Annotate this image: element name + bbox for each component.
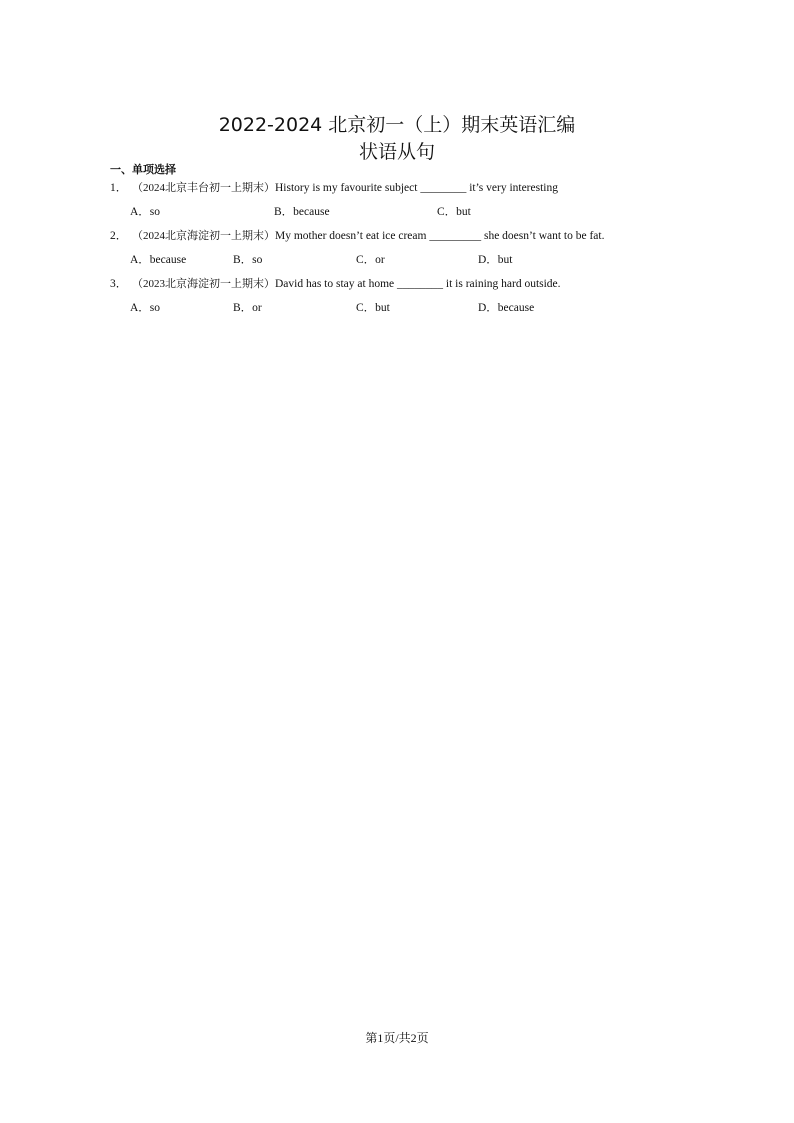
section-heading: 一、单项选择 <box>110 163 176 176</box>
question-3-option-b: B．or <box>233 302 262 314</box>
document-subtitle: 状语从句 <box>358 141 435 163</box>
question-1-option-a: A．so <box>130 206 161 218</box>
document-title: 2022-2024 北京初一（上）期末英语汇编 <box>218 114 576 136</box>
question-source: （2023北京海淀初一上期末） <box>132 278 275 290</box>
question-1-option-c: C．but <box>437 206 471 218</box>
question-3-option-a: A．so <box>130 302 161 314</box>
question-2-option-a: A．because <box>130 254 187 266</box>
page-footer: 第1页/共2页 <box>365 1031 429 1045</box>
question-1 <box>110 179 558 195</box>
question-3-option-d: D．because <box>478 302 535 314</box>
question-text: History is my favourite subject ________ it’s very interesting <box>275 182 558 194</box>
question-2-option-d: D．but <box>478 254 513 266</box>
question-3-option-c: C．but <box>356 302 390 314</box>
question-number: 3． <box>110 278 128 290</box>
question-2-option-c: C．or <box>356 254 385 266</box>
question-text: David has to stay at home ________ it is raining hard outside. <box>275 278 561 290</box>
question-3 <box>110 275 561 291</box>
question-number: 1． <box>110 182 128 194</box>
question-1-option-b: B．because <box>274 206 330 218</box>
question-2-option-b: B．so <box>233 254 263 266</box>
question-source: （2024北京丰台初一上期末） <box>132 182 275 194</box>
question-number: 2． <box>110 230 128 242</box>
question-2 <box>110 227 604 243</box>
question-source: （2024北京海淀初一上期末） <box>132 230 275 242</box>
question-text: My mother doesn’t eat ice cream _________ she doesn’t want to be fat. <box>275 230 605 242</box>
